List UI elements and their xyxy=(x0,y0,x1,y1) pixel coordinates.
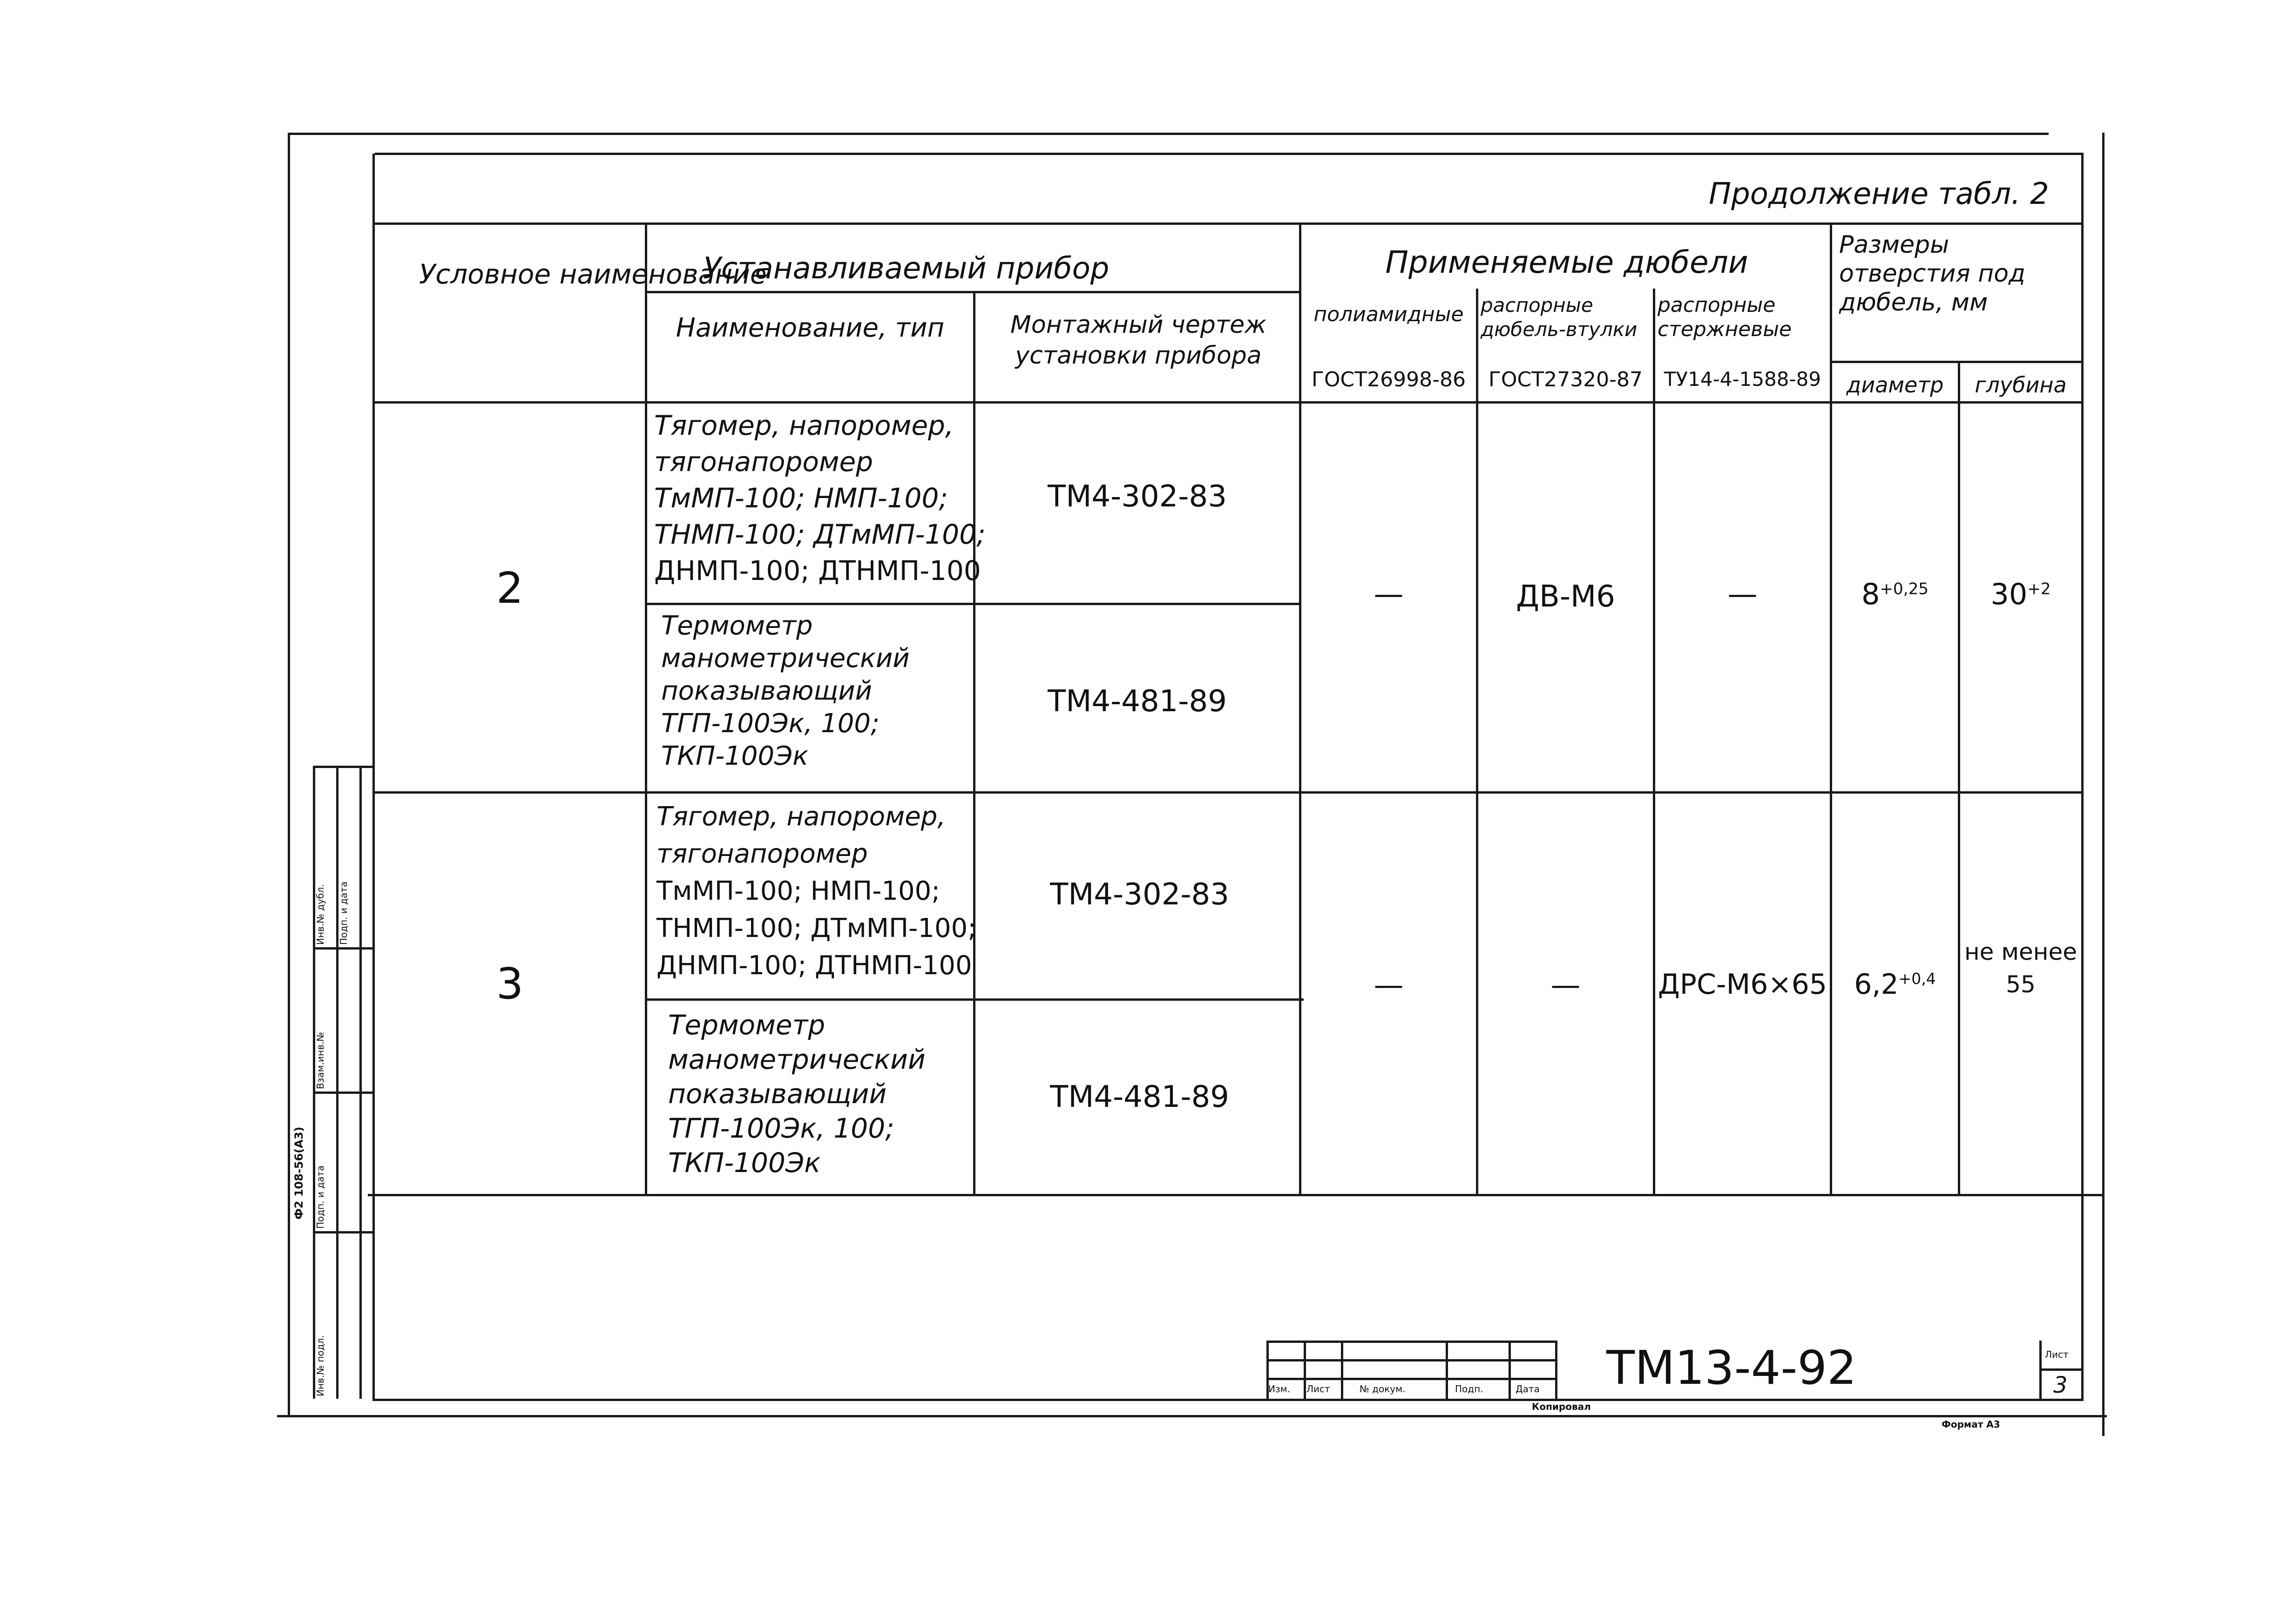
row3-drawing2: ТМ4-481-89 xyxy=(1050,1080,1229,1114)
outer-frame-left xyxy=(288,133,290,1417)
col-line-hole xyxy=(1830,222,1832,1195)
inner-frame-top xyxy=(375,153,2084,155)
row3-device1-line2: тягонапоромер xyxy=(656,839,868,869)
row2-device2-line4: ТГП-100Эк, 100; xyxy=(661,708,880,739)
row3-diameter: $6,2^{+0,4}$ xyxy=(1854,968,1936,1001)
row2-device2-line3: показывающий xyxy=(661,676,873,706)
stamp-col-inv-dup: Инв.№ дубл. xyxy=(315,884,326,945)
header-sleeve-std: ГОСТ27320-87 xyxy=(1489,368,1643,391)
row2-device2 xyxy=(661,610,910,773)
side-stamp xyxy=(313,766,372,1399)
row2-rod: — xyxy=(1727,577,1758,612)
header-bottom xyxy=(372,401,2084,404)
form-number: Ф2 108-56(А3) xyxy=(292,1126,305,1220)
row3-depth-label: не менее xyxy=(1964,938,2077,965)
row3-device1-line5: ДНМП-100; ДТНМП-100 xyxy=(656,950,972,981)
row2-device1-line4: ТНМП-100; ДТмМП-100; xyxy=(654,519,986,550)
title-block xyxy=(1266,1341,2081,1399)
outer-frame-top xyxy=(289,133,2049,135)
col-line-rod xyxy=(1653,289,1655,1195)
copied-by-label: Копировал xyxy=(1532,1401,1591,1412)
tb-header-signature: Подп. xyxy=(1455,1383,1483,1395)
hole-subheader-line xyxy=(1830,361,2084,363)
header-device-name: Наименование, тип xyxy=(676,313,945,343)
header-hole-group: Размеры отверстия под дюбель, мм xyxy=(1839,231,2026,317)
row2-device2-line2: манометрический xyxy=(661,643,910,674)
row2-device1 xyxy=(654,407,986,589)
table-bottom xyxy=(368,1194,2102,1196)
row3-device2 xyxy=(668,1008,926,1180)
row3-device2-line4: ТГП-100Эк, 100; xyxy=(668,1112,894,1144)
row2-diameter: $8^{+0,25}$ xyxy=(1861,577,1929,611)
inner-frame-right xyxy=(2081,154,2084,1401)
row2-device1-line3: ТмМП-100; НМП-100; xyxy=(654,482,948,514)
inner-frame-left xyxy=(372,154,375,1401)
outer-frame-bottom xyxy=(277,1415,2107,1417)
table-top xyxy=(372,222,2084,225)
header-rod: распорные стержневые xyxy=(1658,293,1792,341)
row3-device1-line4: ТНМП-100; ДТмМП-100; xyxy=(656,913,977,943)
stamp-col-inv-orig: Инв.№ подл. xyxy=(315,1335,326,1396)
stamp-col-replace-inv: Взам.инв.№ xyxy=(315,1031,326,1089)
row3-device1 xyxy=(656,798,976,984)
row3-device2-line1: Термометр xyxy=(668,1009,826,1041)
header-polyamide-std: ГОСТ26998-86 xyxy=(1312,368,1466,391)
format-label: Формат А3 xyxy=(1942,1419,2000,1430)
tb-header-change: Изм. xyxy=(1268,1383,1291,1395)
col-line-depth xyxy=(1958,361,1960,1195)
row3-polyamide: — xyxy=(1374,968,1404,1003)
row3-device2-line2: манометрический xyxy=(668,1044,926,1075)
drawing-code: ТМ13-4-92 xyxy=(1606,1341,1857,1395)
row3-device2-line3: показывающий xyxy=(668,1078,887,1110)
stamp-col-sign-date-1: Подп. и дата xyxy=(315,1165,326,1229)
row3-device2-line5: ТКП-100Эк xyxy=(668,1147,821,1179)
tb-header-sheet: Лист xyxy=(1306,1383,1330,1395)
row2-drawing1: ТМ4-302-83 xyxy=(1048,479,1227,514)
row3-rod: ДРС-М6×65 xyxy=(1658,968,1827,1001)
row2-sleeve: ДВ-М6 xyxy=(1516,580,1615,614)
row2-depth: $30^{+2}$ xyxy=(1990,577,2051,611)
row2-device1-line1: Тягомер, напоромер, xyxy=(654,410,954,441)
row-divider xyxy=(372,791,2084,794)
row3-device1-line1: Тягомер, напоромер, xyxy=(656,802,946,832)
row2-device1-line5: ДНМП-100; ДТНМП-100 xyxy=(654,555,981,586)
header-diameter: диаметр xyxy=(1846,372,1944,398)
tb-sheet-number: 3 xyxy=(2053,1372,2068,1398)
row2-device2-line1: Термометр xyxy=(661,611,813,641)
header-depth: глубина xyxy=(1975,372,2067,398)
header-cond-name: Условное наименование xyxy=(419,258,767,290)
device-subheader-line xyxy=(645,291,1299,293)
row3-sleeve: — xyxy=(1550,968,1581,1003)
row2-cond: 2 xyxy=(496,563,524,613)
stamp-col-sign-date-2: Подп. и дата xyxy=(338,881,349,945)
tb-sheet-label: Лист xyxy=(2045,1349,2069,1360)
col-line-device xyxy=(645,222,647,1195)
header-dowels-group: Применяемые дюбели xyxy=(1385,244,1748,280)
continuation-caption: Продолжение табл. 2 xyxy=(1709,177,2049,211)
row2-device2-line5: ТКП-100Эк xyxy=(661,741,809,771)
row3-depth-value: 55 xyxy=(2006,971,2036,998)
outer-frame-right xyxy=(2102,133,2105,1436)
row2-polyamide: — xyxy=(1374,577,1404,612)
header-device-group: Устанавливаемый прибор xyxy=(703,251,1110,286)
row3-cond: 3 xyxy=(496,959,524,1009)
row3-depth xyxy=(1960,936,2081,1001)
col-line-sleeve xyxy=(1476,289,1478,1195)
row2-device1-line2: тягонапоромер xyxy=(654,446,873,478)
header-sleeve: распорные дюбель-втулки xyxy=(1481,294,1638,341)
header-mount-drawing: Монтажный чертеж установки прибора xyxy=(1010,311,1266,370)
row3-drawing1: ТМ4-302-83 xyxy=(1050,877,1229,912)
header-polyamide: полиамидные xyxy=(1313,303,1464,326)
tb-header-doc-no: № докум. xyxy=(1360,1383,1406,1395)
inner-frame-bottom xyxy=(372,1399,2084,1401)
row2-drawing2: ТМ4-481-89 xyxy=(1048,684,1227,719)
tb-header-date: Дата xyxy=(1516,1383,1540,1395)
row3-device1-line3: ТмМП-100; НМП-100; xyxy=(656,876,941,906)
header-rod-std: ТУ14-4-1588-89 xyxy=(1664,368,1821,391)
row3-device-divider xyxy=(647,998,1304,1001)
